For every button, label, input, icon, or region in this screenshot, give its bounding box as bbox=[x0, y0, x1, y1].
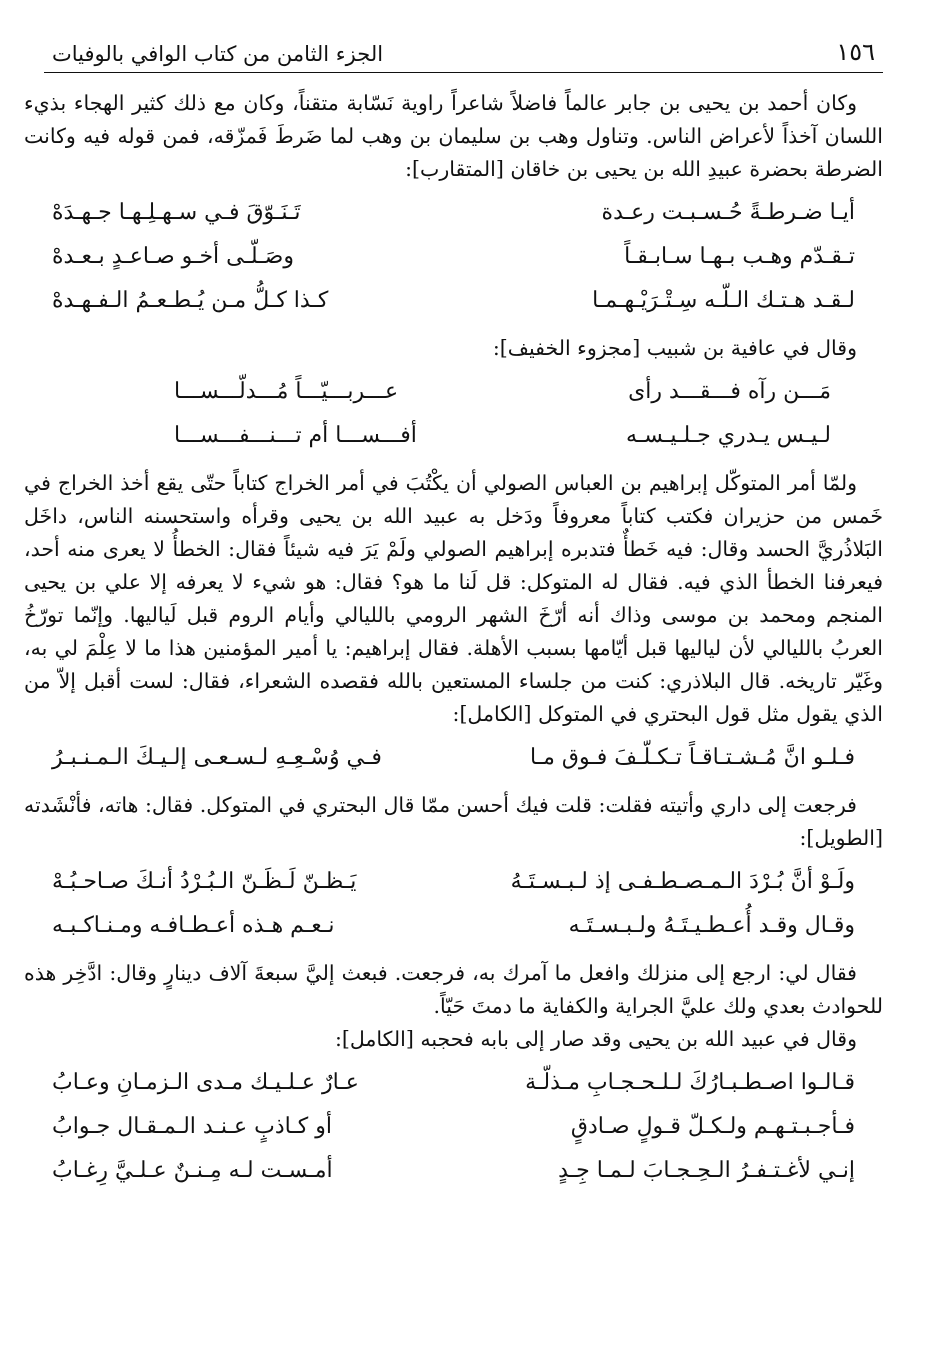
verse-second-hemistich: عـارٌ عـلـيـك مـدى الـزمـانِ وعـابُ bbox=[52, 1070, 359, 1095]
verse-first-hemistich: تـقـدّم وهـب بـهـا سـابـقـاً bbox=[624, 244, 855, 269]
paragraph: وقال في عافية بن شبيب [مجزوء الخفيف]: bbox=[492, 336, 857, 360]
verse-second-hemistich: تَـنَـوّقَ فـي سـهـلِـهـا جـهـدَهْ bbox=[52, 200, 301, 225]
verse-line bbox=[24, 236, 883, 278]
verse-second-hemistich: نـعـم هـذه أعـطـافـه ومـنـاكـبـه bbox=[52, 913, 335, 938]
verse-line bbox=[24, 371, 883, 413]
page-number: ١٥٦ bbox=[836, 38, 875, 66]
verse-second-hemistich: أمـسـت لـه مِـنـنٌ عـلـيَّ رِغـابُ bbox=[52, 1158, 333, 1183]
verse-line bbox=[24, 861, 883, 903]
verse-second-hemistich: أفـــســـا أم تـــنـــفـــســـا bbox=[174, 423, 417, 448]
verse-line bbox=[24, 280, 883, 322]
verse-line bbox=[24, 1062, 883, 1104]
verse-line bbox=[24, 1106, 883, 1148]
verse-first-hemistich: مَـــن رآه فـــقـــد رأى bbox=[628, 379, 831, 404]
verse-first-hemistich: قـالـوا اصـطـبـارُكَ لـلـحـجـابِ مـذلّـة bbox=[525, 1070, 855, 1095]
verse-first-hemistich: لـيـس يـدري جـلـيـسـه bbox=[626, 423, 831, 448]
paragraph: فقال لي: ارجع إلى منزلك وافعل ما آمرك به، فرجعت. فبعث إليَّ سبعةَ آلاف دينارٍ وقال: ادَّخِر هذه للحوادث بعدي ولك عليَّ الجراية والكفاية ما دمتَ حَيّاً. bbox=[24, 961, 883, 1018]
verse-first-hemistich: فـلـو انَّ مُـشـتـاقـاً تـكـلّـفَ فـوق مـا bbox=[529, 745, 855, 770]
verse-second-hemistich: عـــربـــيّـــاً مُـــدلّـــســـا bbox=[174, 379, 399, 404]
paragraph: ولمّا أمر المتوكّل إبراهيم بن العباس الصولي أن يكْتُبَ في أمر الخراج كتاباً حتّى يقع أخذ الخراج في خَمس من حزيران فكتب كتاباً معروفاً ودَخل به عبيد الله بن يحيى وقرأه واستحسنه الناس، داخَل البَلاذُريَّ الحسد وقال: فيه خَطأٌ فتدبره إبراهيم الصولي ولَمْ يَرَ فيه شيئاً فقال: الخطأُ لا يعرى منه أحد، فيعرفنا الخطأ الذي فيه. فقال له المتوكل: قل لَنا ما هو؟ فقال: هو شيء لا يعرفه إلا علي بن يحيى المنجم ومحمد بن موسى وذاك أنه أرّخَ الشهر الرومي بالليالي وأيام الروم قبل لَياليها. وإنّما تورّخُ العربُ بالليالي لأن لياليها قبل أيّامها بسبب الأهلة. فقال إبراهيم: يا أمير المؤمنين هذا ما لا عِلْمَ لي به، وغَيّر تاريخه. قال البلاذري: كنت من جلساء المستعين بالله فقصده الشعراء، فقال: لست أقبل إلاّ من الذي يقول مثل قول البحتري في المتوكل [الكامل]: bbox=[24, 471, 883, 726]
page-body bbox=[24, 87, 883, 1192]
verse-second-hemistich: يَـظـنّ لَـظَـنّ الـبُـرْدُ أنـكَ صـاحـبُـهْ bbox=[52, 869, 357, 894]
paragraph: وكان أحمد بن يحيى بن جابر عالماً فاضلاً شاعراً راوية نَسّابة متقناً، وكان مع ذلك كثير الهجاء بذيء اللسان آخذاً لأعراض الناس. وتناول وهب بن سليمان بن وهب لما ضَرطَ فَمزّقه، فمن قوله فيه وكانت الضرطة بحضرة عبيدِ الله بن يحيى بن خاقان [المتقارب]: bbox=[24, 91, 883, 181]
paragraph: وقال في عبيد الله بن يحيى وقد صار إلى بابه فحجبه [الكامل]: bbox=[334, 1027, 857, 1051]
paragraph: فرجعت إلى داري وأتيته فقلت: قلت فيك أحسن ممّا قال البحتري في المتوكل. فقال: هاته، فأنْشَدته [الطويل]: bbox=[24, 793, 883, 850]
verse-first-hemistich: ولَـوْ أنَّ بُـرْدَ الـمـصـطـفـى إذ لـبـسـتَـهُ bbox=[510, 869, 855, 894]
verse-first-hemistich: إنـي لأغـتـفـرُ الـحِـجـابَ لـمـا جِـدٍ bbox=[558, 1158, 855, 1183]
running-header bbox=[44, 38, 883, 73]
verse-second-hemistich: أو كـاذبٍ عـنـد الـمـقـال جـوابُ bbox=[52, 1114, 332, 1139]
verse-second-hemistich: وصَـلّـى أخـو صـاعـدٍ بـعـدهْ bbox=[52, 244, 294, 269]
verse-second-hemistich: كـذا كـلُّ مـن يُـطـعـمُ الـفـهـدهْ bbox=[52, 288, 329, 313]
verse-line bbox=[24, 905, 883, 947]
verse-line bbox=[24, 737, 883, 779]
verse-line bbox=[24, 415, 883, 457]
verse-first-hemistich: وقـال وقـد أُعـطـيـتَـهُ ولـبـسـتَـه bbox=[568, 913, 855, 938]
verse-line bbox=[24, 192, 883, 234]
verse-line bbox=[24, 1150, 883, 1192]
verse-first-hemistich: لـقـد هـتـك الـلّـه سِـتْـرَيْـهـمـا bbox=[592, 288, 855, 313]
verse-first-hemistich: فـأجـبـتـهـم ولـكـلّ قـولٍ صـادقٍ bbox=[570, 1114, 855, 1139]
running-title: الجزء الثامن من كتاب الوافي بالوفيات bbox=[52, 42, 384, 66]
verse-first-hemistich: أيـا ضـرطـةً حُـسـبـت رعـدة bbox=[601, 200, 855, 225]
verse-second-hemistich: فـي وُسْـعِـهِ لـسـعـى إلـيـكَ الـمـنـبـرُ bbox=[52, 745, 382, 770]
